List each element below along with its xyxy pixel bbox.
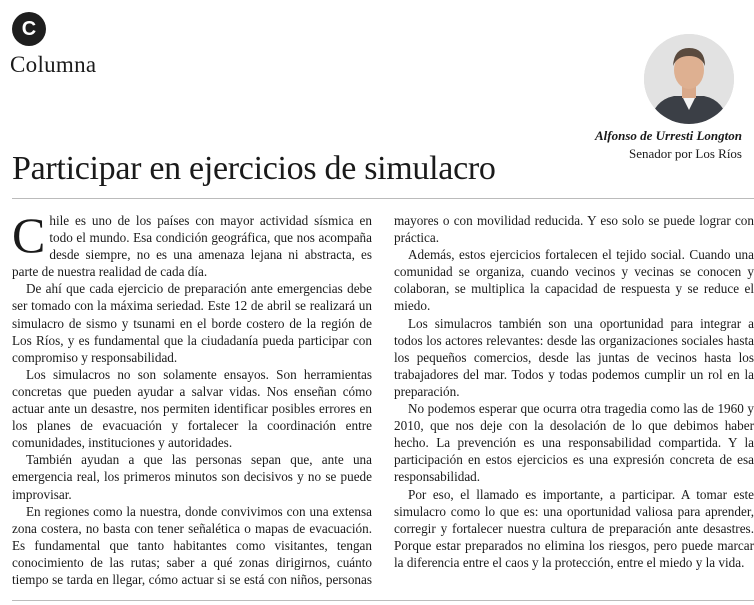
section-label: Columna: [10, 52, 97, 77]
article-paragraph: [12, 207, 372, 280]
section-badge: C: [12, 12, 46, 46]
paragraph-text: hile es uno de los países con mayor actividad sísmica en todo el mundo. Esa condición geográfica, que nos acompaña desde siempre, no es una amenaza lejana ni abstracta, es parte de nuestra realidad de cada día.: [12, 213, 372, 280]
article-body: [12, 207, 754, 598]
article-title: Participar en ejercicios de simulacro: [12, 150, 496, 187]
article-paragraph: Los simulacros también son una oportunidad para integrar a todos los actores relevantes: desde las organizaciones sociales hasta los pequeños comercios, desde las juntas de vecinos hasta los trabajadores del mar. Todos y todas podemos cumplir un rol en la preparación.: [394, 315, 754, 399]
author-photo: [644, 34, 734, 124]
article-paragraph: Además, estos ejercicios fortalecen el tejido social. Cuando una comunidad se organiza, cuando vecinos y vecinas se conocen y colaboran, se multiplica la capacidad de respuesta y se reduce el miedo.: [394, 247, 754, 314]
author-role: Senador por Los Ríos: [628, 146, 742, 161]
top-divider: [12, 198, 754, 199]
article-paragraph: De ahí que cada ejercicio de preparación ante emergencias debe ser tomado con la máxima seriedad. Este 12 de abril se realizará un simulacro de sismo y tsunami en el borde costero de la región de Los Ríos, y es fundamental que la ciudadanía pueda participar con compromiso y responsabilidad.: [12, 281, 372, 365]
bottom-divider: [12, 600, 754, 601]
article-paragraph: En regiones como la nuestra, donde convivimos con una extensa zona costera, no basta con tener señalética o mapas de evacuación. Es fundamental que tanto habitantes como visitantes, tengan conocimiento de las rutas; saber a qué zonas dirigirnos, cuánto tiempo se tarda en llegar, cómo actuar si se está con niños, personas mayores o con movilidad reducida. Y eso solo se puede lograr con práctica.: [12, 213, 754, 587]
author-name: Alfonso de Urresti Longton: [595, 128, 742, 143]
article-paragraph: No podemos esperar que ocurra otra tragedia como las de 1960 y 2010, que nos deje con la desolación de lo que debimos haber hecho. La prevención es una responsabilidad compartida. Y la participación en estos ejercicios es una expresión concreta de esa responsabilidad.: [394, 401, 754, 485]
article-paragraph: También ayudan a que las personas sepan que, ante una emergencia real, los primeros minutos son decisivos y no se puede improvisar.: [12, 452, 372, 502]
article-paragraph: Por eso, el llamado es importante, a participar. A tomar este simulacro como lo que es: una oportunidad valiosa para aprender, corregir y fortalecer nuestra cultura de preparación ante desastres. Porque estar preparados no elimina los riesgos, pero puede marcar la diferencia entre el caos y la protección, entre el miedo y la vida.: [394, 486, 754, 570]
article-paragraph: Los simulacros no son solamente ensayos. Son herramientas concretas que pueden ayudar a salvar vidas. Nos enseñan cómo actuar ante un desastre, nos permiten identificar posibles errores en los planes de evacuación y fortalecer la coordinación entre comunidades, instituciones y autoridades.: [12, 366, 372, 451]
drop-cap: C: [12, 207, 46, 263]
